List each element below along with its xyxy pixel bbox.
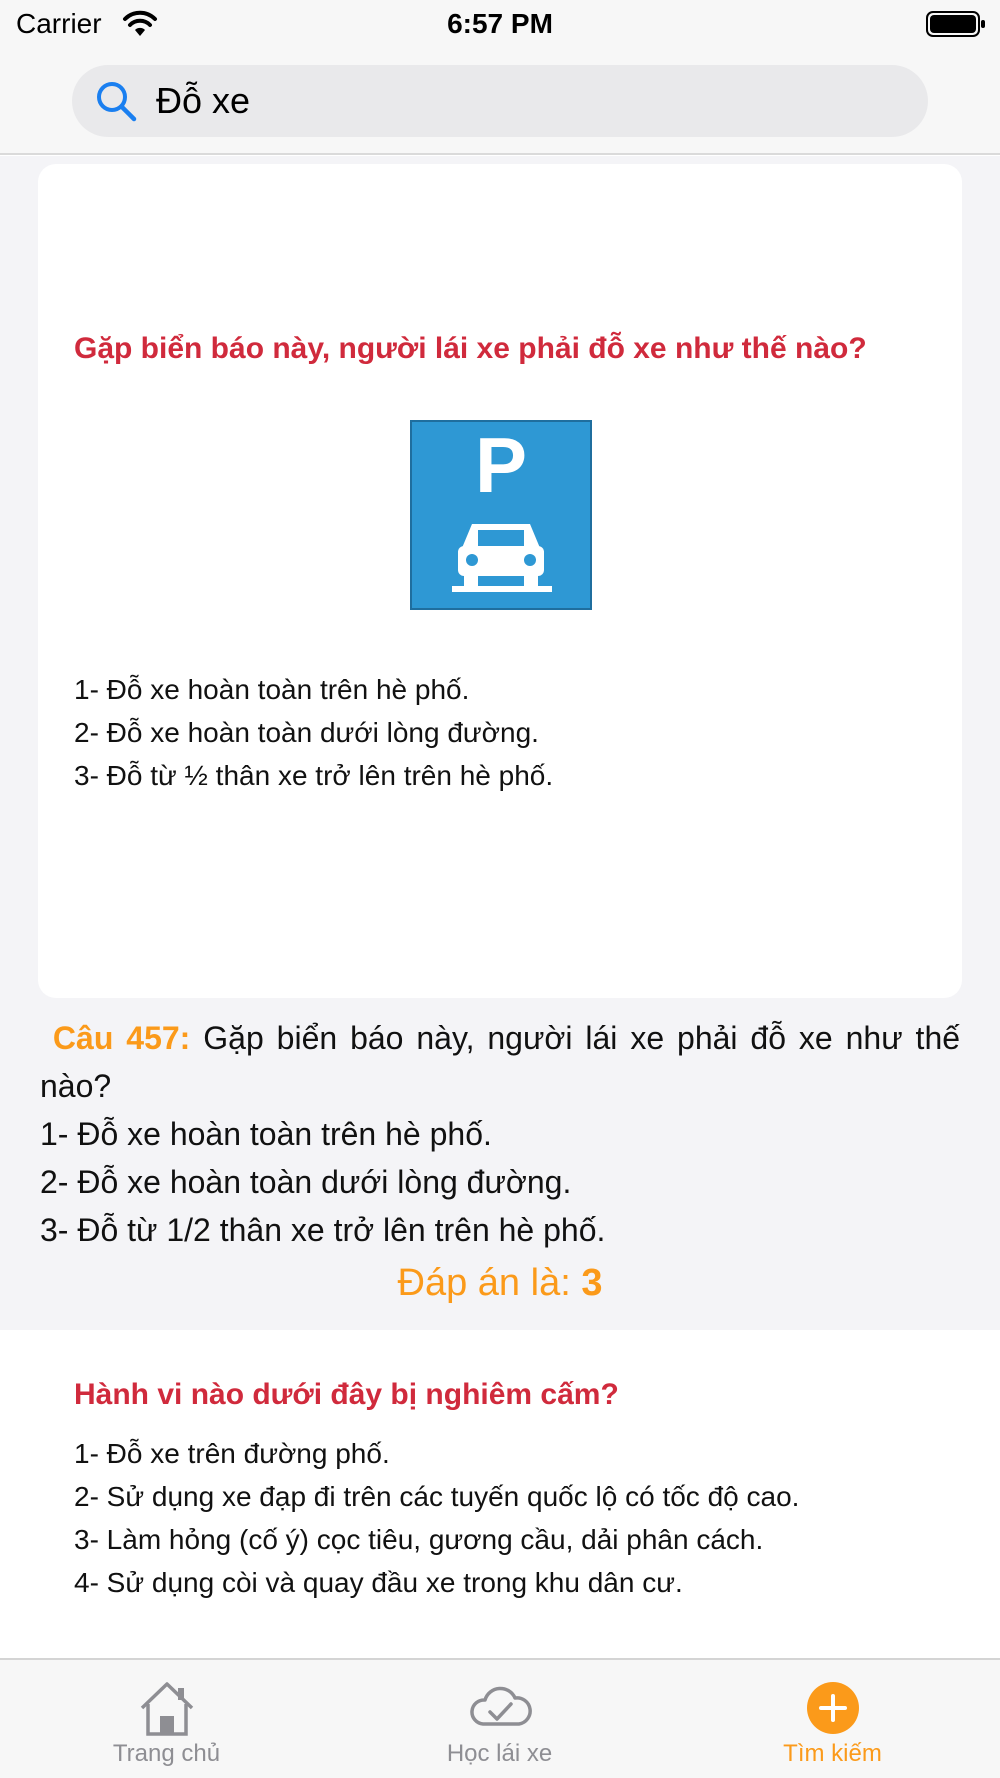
cloud-check-icon (467, 1678, 533, 1738)
option-2: 2- Đỗ xe hoàn toàn dưới lòng đường. (74, 717, 539, 748)
search-icon (94, 79, 138, 123)
status-bar (0, 0, 1000, 52)
carrier-label: Carrier (16, 8, 102, 39)
detail-question-text: Gặp biển báo này, người lái xe phải đỗ xe như thế nào? (40, 1020, 961, 1104)
tab-learn[interactable] (333, 1660, 666, 1778)
option-2-3: 3- Làm hỏng (cố ý) cọc tiêu, gương cầu, dải phân cách. (74, 1524, 764, 1555)
option-2-1: 1- Đỗ xe trên đường phố. (74, 1438, 390, 1469)
tab-home[interactable] (0, 1660, 333, 1778)
search-bar[interactable] (72, 65, 928, 137)
question-detail (40, 1014, 960, 1254)
answer-label: Đáp án là: (397, 1262, 571, 1304)
search-header (0, 52, 1000, 155)
home-icon (134, 1678, 200, 1738)
tab-home-label: Trang chủ (112, 1740, 221, 1767)
option-1: 1- Đỗ xe hoàn toàn trên hè phố. (74, 674, 470, 705)
question-number: Câu 457: (52, 1020, 191, 1056)
tab-search[interactable] (666, 1660, 999, 1778)
tab-search-label: Tìm kiếm (783, 1740, 882, 1767)
plus-circle-icon (800, 1678, 866, 1738)
parking-sign-icon (410, 420, 592, 610)
question-title: Gặp biển báo này, người lái xe phải đỗ xe như thế nào? (74, 332, 867, 365)
option-3: 3- Đỗ từ ½ thân xe trở lên trên hè phố. (74, 760, 554, 791)
detail-option-2: 2- Đỗ xe hoàn toàn dưới lòng đường. (40, 1164, 572, 1200)
detail-option-3: 3- Đỗ từ 1/2 thân xe trở lên trên hè phố. (40, 1212, 606, 1248)
tab-learn-label: Học lái xe (446, 1740, 553, 1767)
question-options (74, 668, 553, 797)
question-options-2 (74, 1432, 799, 1604)
svg-text:P: P (474, 421, 528, 509)
option-2-4: 4- Sử dụng còi và quay đầu xe trong khu dân cư. (74, 1567, 683, 1598)
answer-value: 3 (581, 1262, 603, 1304)
option-2-2: 2- Sử dụng xe đạp đi trên các tuyến quốc lộ có tốc độ cao. (74, 1481, 800, 1512)
detail-option-1: 1- Đỗ xe hoàn toàn trên hè phố. (40, 1116, 492, 1152)
battery-icon (926, 10, 986, 38)
search-input[interactable] (156, 75, 896, 127)
question-title-2: Hành vi nào dưới đây bị nghiêm cấm? (74, 1378, 619, 1411)
tab-bar (0, 1658, 1000, 1778)
answer-line (0, 1262, 1000, 1305)
clock: 6:57 PM (447, 8, 553, 39)
